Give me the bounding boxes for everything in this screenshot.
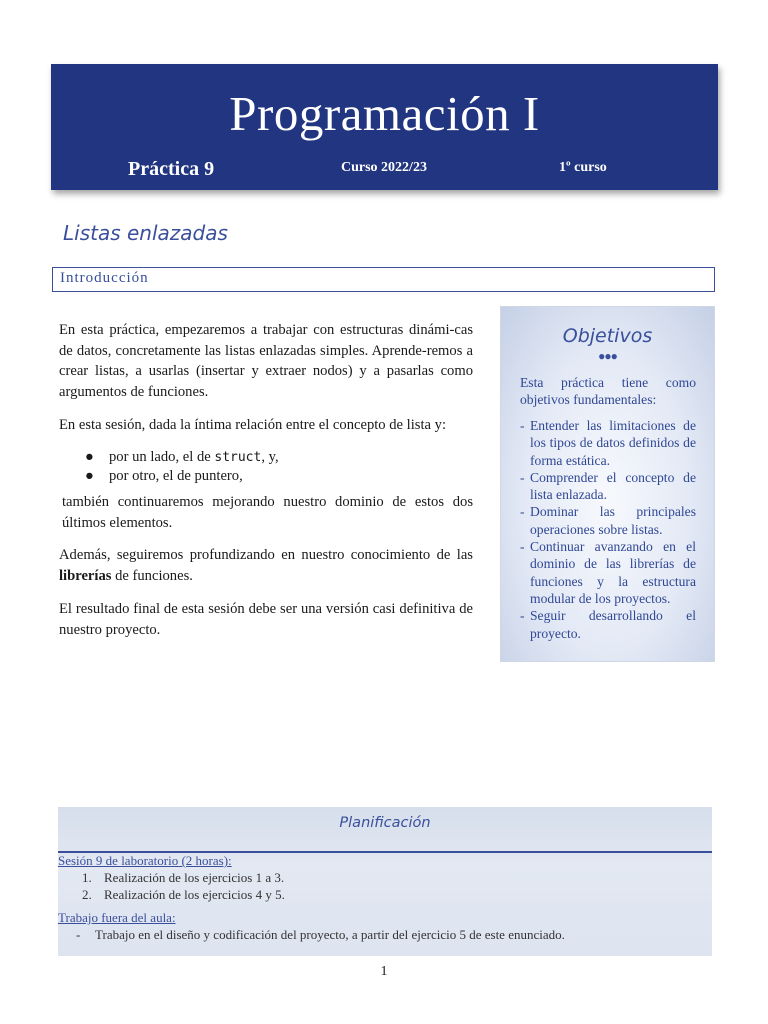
fuera-heading: Trabajo fuera del aula: bbox=[58, 910, 176, 925]
paragraph-1: En esta práctica, empezaremos a trabajar con estructuras dinámi-cas de datos, concretamente las listas enlazadas simples. Aprende-remos a crear listas, a usarlas (insertar y extraer nodos) y a pasarlas como argumentos de funciones. bbox=[59, 322, 473, 400]
list-item: - Comprender el concepto de lista enlazada. bbox=[520, 469, 696, 503]
sesion-heading: Sesión 9 de laboratorio (2 horas): bbox=[58, 853, 232, 868]
planificacion-title: Planificación bbox=[339, 815, 431, 831]
list-item: - Continuar avanzando en el dominio de las librerías de funciones y la estructura modular de los proyectos. bbox=[520, 539, 696, 606]
objetivos-sidebar bbox=[500, 306, 715, 662]
planificacion-box bbox=[58, 807, 712, 956]
list-item: - Entender las limitaciones de los tipos de datos definidos de forma estática. bbox=[520, 418, 696, 468]
paragraph-2: En esta sesión, dada la íntima relación entre el concepto de lista y: bbox=[59, 417, 446, 433]
section-heading-box bbox=[52, 267, 715, 292]
bullet-list bbox=[59, 448, 473, 485]
list-item: - Seguir desarrollando el proyecto. bbox=[520, 608, 696, 641]
paragraph-3: también continuaremos mejorando nuestro dominio de estos dos últimos elementos. bbox=[62, 494, 473, 531]
list-item: 1. Realización de los ejercicios 1 a 3. bbox=[82, 870, 285, 885]
practica-label: Práctica 9 bbox=[128, 158, 215, 180]
list-item: ● por otro, el de puntero, bbox=[85, 468, 243, 484]
list-item: ● por un lado, el de struct, y, bbox=[85, 449, 279, 465]
paragraph-5: El resultado final de esta sesión debe ser una versión casi definitiva de nuestro proyecto. bbox=[59, 601, 473, 638]
list-item: - Trabajo en el diseño y codificación del proyecto, a partir del ejercicio 5 de este enunciado. bbox=[76, 927, 565, 942]
paragraph-4: Además, seguiremos profundizando en nuestro conocimiento de las librerías de funciones. bbox=[59, 547, 473, 584]
document-title: Programación I bbox=[229, 86, 540, 141]
section-heading: Introducción bbox=[60, 270, 149, 286]
objetivos-list bbox=[520, 417, 696, 642]
bullet-icon: ● bbox=[85, 449, 94, 465]
bullet-icon: ● bbox=[85, 468, 94, 484]
list-item: - Dominar las principales operaciones sobre listas. bbox=[520, 504, 696, 537]
dots-icon: ●●● bbox=[598, 349, 617, 363]
code-struct: struct bbox=[214, 450, 262, 465]
document-subtitle: Listas enlazadas bbox=[63, 221, 228, 245]
curso-label: Curso 2022/23 bbox=[341, 160, 427, 175]
objetivos-title: Objetivos bbox=[562, 325, 653, 347]
list-item: 2. Realización de los ejercicios 4 y 5. bbox=[82, 887, 285, 902]
page-number: 1 bbox=[380, 964, 388, 979]
bold-librerias: librerías bbox=[59, 567, 112, 584]
objetivos-lead: Esta práctica tiene como objetivos fundamentales: bbox=[520, 375, 696, 408]
header-banner bbox=[51, 64, 718, 190]
nivel-label: 1º curso bbox=[559, 160, 607, 175]
